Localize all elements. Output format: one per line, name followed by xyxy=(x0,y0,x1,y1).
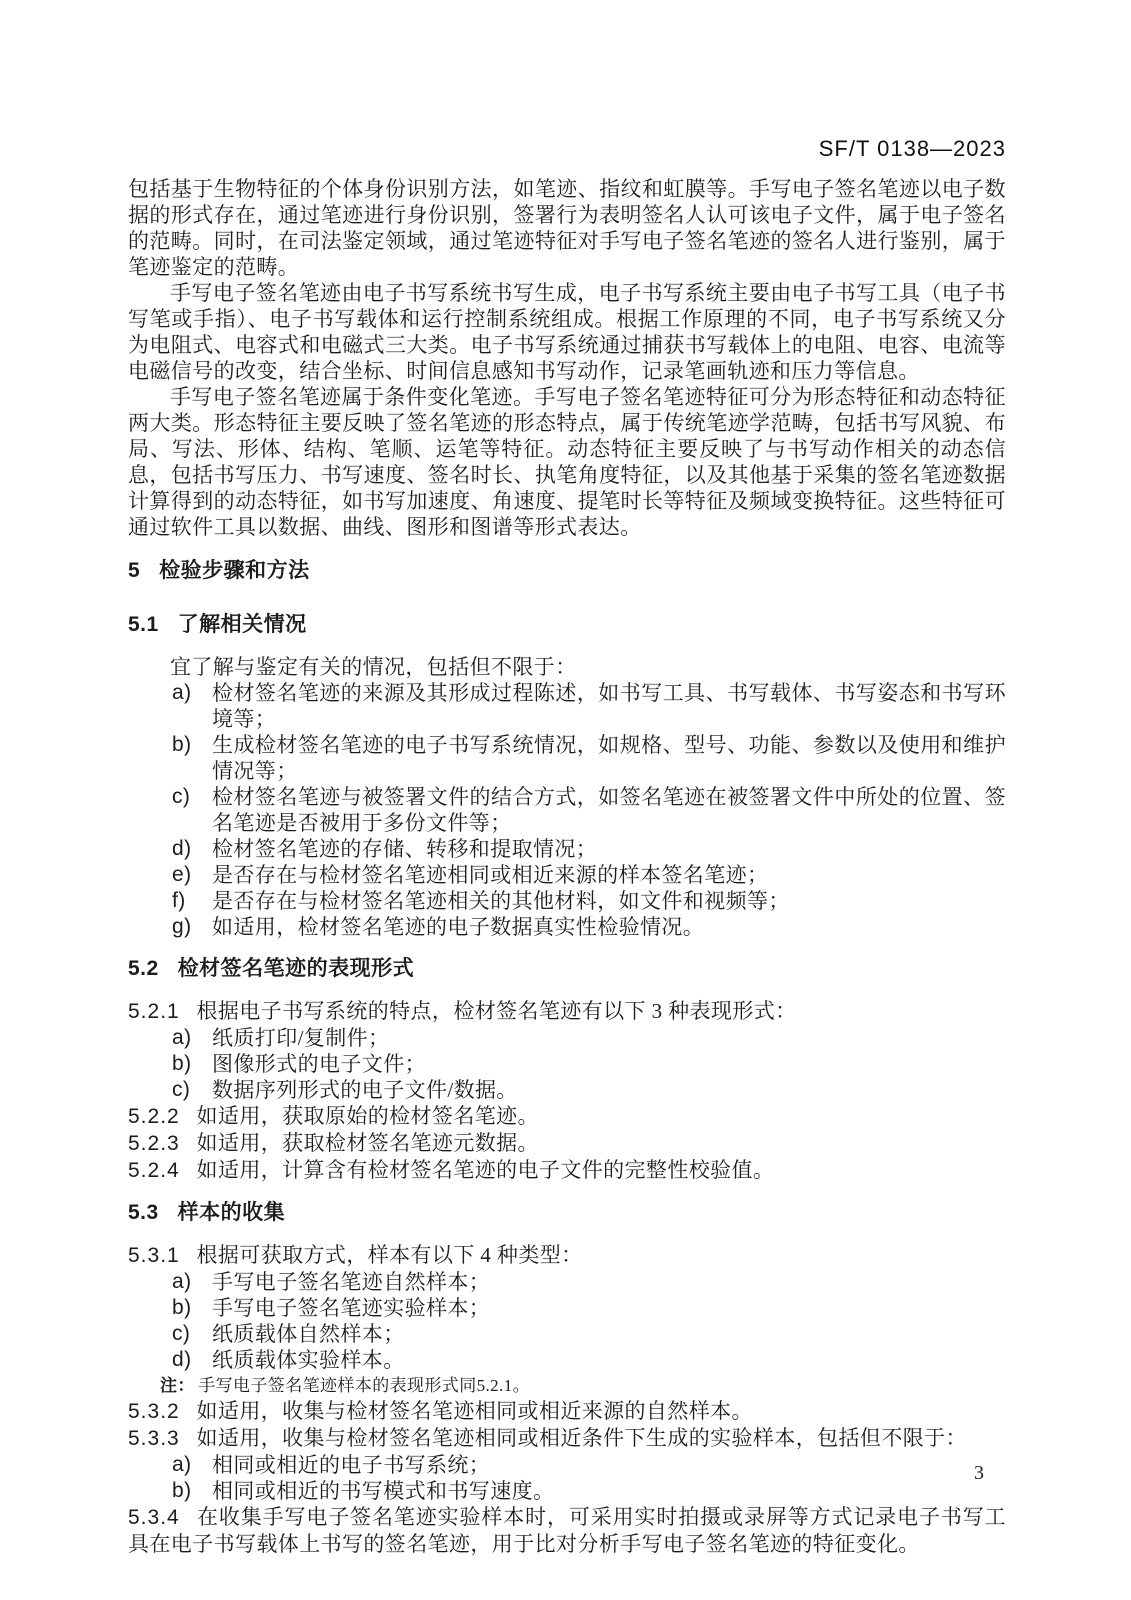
list-item xyxy=(172,1295,1006,1321)
section-title: 了解相关情况 xyxy=(177,613,307,636)
list-item-label: c) xyxy=(172,1322,191,1345)
list-item xyxy=(172,784,1006,836)
list-item-text: 纸质载体实验样本。 xyxy=(212,1348,405,1372)
list-item xyxy=(172,1269,1006,1295)
clause-5.2.3 xyxy=(128,1130,1006,1157)
list-item-text: 数据序列形式的电子文件/数据。 xyxy=(212,1078,518,1102)
section-heading-5.2 xyxy=(128,956,1006,982)
list-item-label: a) xyxy=(172,1270,192,1293)
list-item-label: d) xyxy=(172,837,192,860)
clause-5.3.1 xyxy=(128,1242,1006,1269)
clause-5.2.4 xyxy=(128,1157,1006,1184)
list-item-label: b) xyxy=(172,733,192,756)
list-item-text: 手写电子签名笔迹实验样本； xyxy=(212,1296,491,1320)
clause-number: 5.2.3 xyxy=(128,1132,180,1155)
list-item-label: b) xyxy=(172,1296,192,1319)
doc-footer xyxy=(128,1462,1006,1485)
list-item-label: a) xyxy=(172,1453,192,1476)
clause-text: 根据电子书写系统的特点，检材签名笔迹有以下 3 种表现形式： xyxy=(196,999,797,1023)
doc-paragraph: 宜了解与鉴定有关的情况，包括但不限于： xyxy=(170,655,577,679)
list-item-label: c) xyxy=(172,1078,191,1101)
clause-number: 5.3.4 xyxy=(128,1506,180,1529)
list-item-text: 检材签名笔迹的存储、转移和提取情况； xyxy=(212,837,598,861)
clause-text: 如适用，收集与检材签名笔迹相同或相近条件下生成的实验样本，包括但不限于： xyxy=(196,1426,967,1450)
page-number: 3 xyxy=(974,1462,984,1484)
list-item xyxy=(172,836,1006,862)
section-heading-5.3 xyxy=(128,1200,1006,1226)
doc-content xyxy=(128,176,1006,1557)
clause-number: 5.3.2 xyxy=(128,1400,180,1423)
list-item xyxy=(172,680,1006,732)
note-text: 手写电子签名笔迹样本的表现形式同5.2.1。 xyxy=(198,1376,531,1395)
doc-paragraph: 包括基于生物特征的个体身份识别方法，如笔迹、指纹和虹膜等。手写电子签名笔迹以电子数据的形式存在，通过笔迹进行身份识别，签署行为表明签名人认可该电子文件，属于电子签名的范畴。同时，在司法鉴定领域，通过笔迹特征对手写电子签名笔迹的签名人进行鉴别，属于笔迹鉴定的范畴。 xyxy=(128,177,1006,279)
list-item xyxy=(172,1025,1006,1051)
clause-5.3.4 xyxy=(128,1504,1006,1557)
list-item xyxy=(172,1077,1006,1103)
clause-5.3.2 xyxy=(128,1398,1006,1425)
doc-header xyxy=(128,136,1006,162)
list-item-text: 生成检材签名笔迹的电子书写系统情况，如规格、型号、功能、参数以及使用和维护情况等； xyxy=(212,733,1006,783)
section-number: 5 xyxy=(128,559,141,582)
clause-number: 5.2.2 xyxy=(128,1105,180,1128)
clause-text: 在收集手写电子签名笔迹实验样本时，可采用实时拍摄或录屏等方式记录电子书写工具在电子书写载体上书写的签名笔迹，用于比对分析手写电子签名笔迹的特征变化。 xyxy=(128,1505,1006,1556)
clause-5.2.1 xyxy=(128,998,1006,1025)
list-item-label: e) xyxy=(172,863,192,886)
section-title: 检验步骤和方法 xyxy=(159,559,310,582)
note-label: 注： xyxy=(160,1376,195,1395)
list-item xyxy=(172,732,1006,784)
clause-text: 根据可获取方式，样本有以下 4 种类型： xyxy=(196,1243,583,1267)
section-title: 样本的收集 xyxy=(177,1201,286,1224)
list-item-label: b) xyxy=(172,1479,192,1502)
list-item xyxy=(172,914,1006,940)
clause-5.2.2 xyxy=(128,1103,1006,1130)
list-item-text: 纸质载体自然样本； xyxy=(212,1322,405,1346)
list-item xyxy=(172,1321,1006,1347)
list-item xyxy=(172,862,1006,888)
list-item-text: 检材签名笔迹的来源及其形成过程陈述，如书写工具、书写载体、书写姿态和书写环境等； xyxy=(212,681,1006,731)
list-item-label: c) xyxy=(172,785,191,808)
section-number: 5.2 xyxy=(128,957,159,980)
list-item xyxy=(172,888,1006,914)
list-item-text: 纸质打印/复制件； xyxy=(212,1026,390,1050)
list-item-text: 相同或相近的电子书写系统； xyxy=(212,1453,491,1477)
clause-number: 5.2.1 xyxy=(128,1000,180,1023)
clause-text: 如适用，收集与检材签名笔迹相同或相近来源的自然样本。 xyxy=(196,1399,753,1423)
list-item-text: 如适用，检材签名笔迹的电子数据真实性检验情况。 xyxy=(212,915,705,939)
list-item-label: a) xyxy=(172,681,192,704)
list-item-label: d) xyxy=(172,1348,192,1371)
section-heading-5 xyxy=(128,558,1006,584)
clause-number: 5.3.1 xyxy=(128,1244,180,1267)
clause-number: 5.3.3 xyxy=(128,1427,180,1450)
list-item xyxy=(172,1051,1006,1077)
list-item-label: b) xyxy=(172,1052,192,1075)
list-item-text: 是否存在与检材签名笔迹相同或相近来源的样本签名笔迹； xyxy=(212,863,769,887)
clause-text: 如适用，计算含有检材签名笔迹的电子文件的完整性校验值。 xyxy=(196,1158,775,1182)
list-item xyxy=(172,1347,1006,1373)
section-heading-5.1 xyxy=(128,612,1006,638)
clause-text: 如适用，获取原始的检材签名笔迹。 xyxy=(196,1104,539,1128)
list-item-text: 检材签名笔迹与被签署文件的结合方式，如签名笔迹在被签署文件中所处的位置、签名笔迹是否被用于多份文件等； xyxy=(212,785,1006,835)
note xyxy=(160,1373,1006,1398)
list-item-text: 相同或相近的书写模式和书写速度。 xyxy=(212,1479,555,1503)
clause-number: 5.2.4 xyxy=(128,1159,180,1182)
section-title: 检材签名笔迹的表现形式 xyxy=(177,957,415,980)
list-item-label: f) xyxy=(172,889,186,912)
section-number: 5.1 xyxy=(128,613,159,636)
list-item-label: a) xyxy=(172,1026,192,1049)
clause-text: 如适用，获取检材签名笔迹元数据。 xyxy=(196,1131,539,1155)
doc-standard-number: SF/T 0138—2023 xyxy=(818,136,1006,161)
section-number: 5.3 xyxy=(128,1201,159,1224)
doc-paragraph: 手写电子签名笔迹属于条件变化笔迹。手写电子签名笔迹特征可分为形态特征和动态特征两大类。形态特征主要反映了签名笔迹的形态特点，属于传统笔迹学范畴，包括书写风貌、布局、写法、形体、结构、笔顺、运笔等特征。动态特征主要反映了与书写动作相关的动态信息，包括书写压力、书写速度、签名时长、执笔角度特征，以及其他基于采集的签名笔迹数据计算得到的动态特征，如书写加速度、角速度、提笔时长等特征及频域变换特征。这些特征可通过软件工具以数据、曲线、图形和图谱等形式表达。 xyxy=(128,385,1006,539)
list-item-label: g) xyxy=(172,915,192,938)
list-item-text: 是否存在与检材签名笔迹相关的其他材料，如文件和视频等； xyxy=(212,889,790,913)
list-item-text: 手写电子签名笔迹自然样本； xyxy=(212,1270,491,1294)
list-item-text: 图像形式的电子文件； xyxy=(212,1052,426,1076)
clause-5.3.3 xyxy=(128,1425,1006,1452)
doc-paragraph: 手写电子签名笔迹由电子书写系统书写生成，电子书写系统主要由电子书写工具（电子书写笔或手指）、电子书写载体和运行控制系统组成。根据工作原理的不同，电子书写系统又分为电阻式、电容式和电磁式三大类。电子书写系统通过捕获书写载体上的电阻、电容、电流等电磁信号的改变，结合坐标、时间信息感知书写动作，记录笔画轨迹和压力等信息。 xyxy=(128,281,1006,383)
